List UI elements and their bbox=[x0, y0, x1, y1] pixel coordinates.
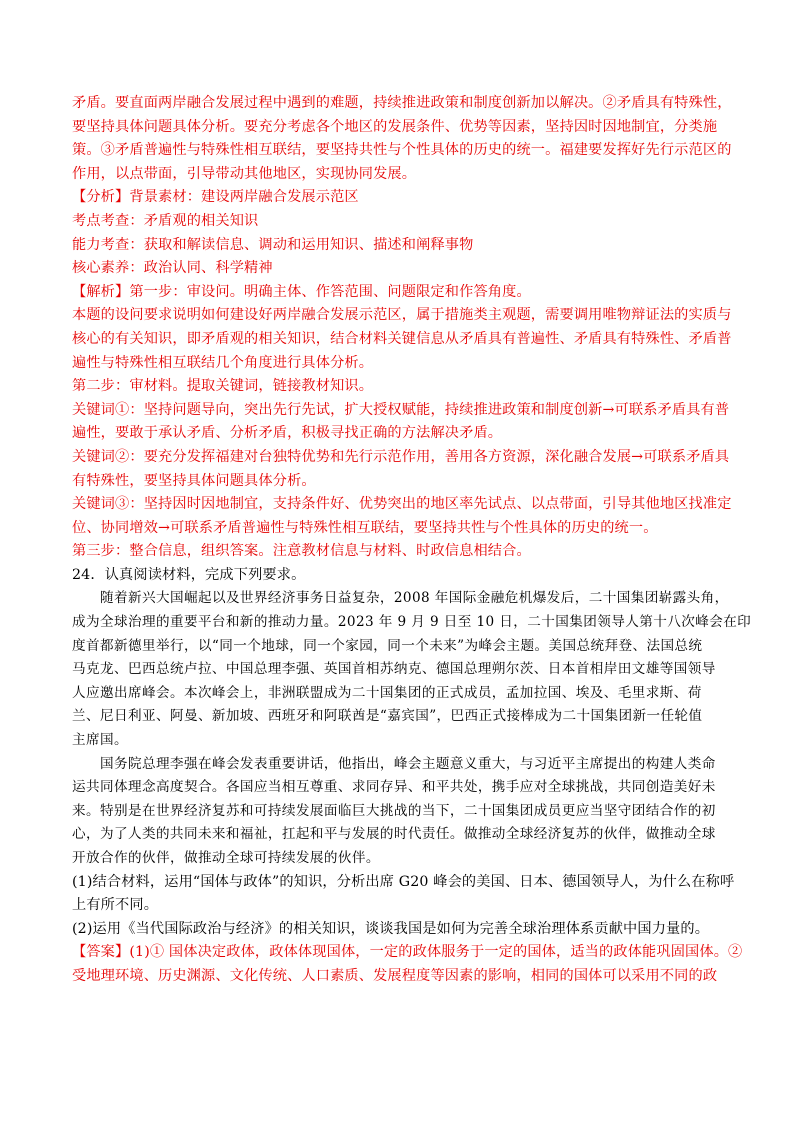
text-line: 考点考查：矛盾观的相关知识 bbox=[72, 212, 259, 229]
text-line: 关键词②：要充分发挥福建对台独特优势和先行示范作用，善用各方资源，深化融合发展→可联系矛盾具 bbox=[72, 448, 730, 465]
text-line: 核心素养：政治认同、科学精神 bbox=[72, 260, 273, 277]
text-line: 位、协同增效→可联系矛盾普遍性与特殊性相互联结，要坚持共性与个性具体的历史的统一。 bbox=[72, 519, 658, 536]
text-line: 【分析】背景素材：建设两岸融合发展示范区 bbox=[72, 189, 359, 206]
text-line: 【解析】第一步：审设问。明确主体、作答范围、问题限定和作答角度。 bbox=[72, 283, 531, 300]
text-line: 策。③矛盾普遍性与特殊性相互联结，要坚持共性与个性具体的历史的统一。福建要发挥好先行示范区的 bbox=[72, 142, 732, 159]
document-page bbox=[72, 92, 752, 989]
text-line: 遍性与特殊性相互联结几个角度进行具体分析。 bbox=[72, 354, 374, 371]
text-line: 【答案】(1)① 国体决定政体，政体体现国体，一定的政体服务于一定的国体，适当的政体能巩固国体。② bbox=[72, 944, 743, 961]
text-line: 24．认真阅读材料，完成下列要求。 bbox=[72, 566, 306, 583]
text-line: 有特殊性，要坚持具体问题具体分析。 bbox=[72, 472, 316, 489]
text-line: 人应邀出席峰会。本次峰会上，非洲联盟成为二十国集团的正式成员，孟加拉国、埃及、毛里求斯、荷 bbox=[72, 684, 702, 701]
text-line: 开放合作的伙伴，做推动全球可持续发展的伙伴。 bbox=[72, 850, 380, 866]
text-line: 来。特别是在世界经济复苏和可持续发展面临巨大挑战的当下，二十国集团成员更应当坚守团结合作的初 bbox=[72, 802, 716, 819]
text-line: 受地理环境、历史渊源、文化传统、人口素质、发展程度等因素的影响，相同的国体可以采用不同的政 bbox=[72, 967, 718, 984]
text-line: 能力考查：获取和解读信息、调动和运用知识、描述和阐释事物 bbox=[72, 236, 474, 253]
text-line: 核心的有关知识，即矛盾观的相关知识，结合材料关键信息从矛盾具有普遍性、矛盾具有特殊性、矛盾普 bbox=[72, 330, 732, 347]
text-line: 运共同体理念高度契合。各国应当相互尊重、求同存异、和平共处，携手应对全球挑战，共同创造美好未 bbox=[72, 779, 716, 796]
text-line: 关键词③：坚持因时因地制宜，支持条件好、优势突出的地区率先试点、以点带面，引导其他地区找准定 bbox=[72, 496, 732, 513]
text-line: 要坚持具体问题具体分析。要充分考虑各个地区的发展条件、优势等因素，坚持因时因地制宜，分类施 bbox=[72, 118, 718, 135]
text-line: 马克龙、巴西总统卢拉、中国总理李强、英国首相苏纳克、德国总理朔尔茨、日本首相岸田文雄等国领导 bbox=[72, 661, 716, 678]
text-line: 兰、尼日利亚、阿曼、新加坡、西班牙和阿联酋是“嘉宾国”，巴西正式接棒成为二十国集团新一任轮值 bbox=[72, 708, 703, 725]
text-line: 作用，以点带面，引导带动其他地区，实现协同发展。 bbox=[72, 165, 417, 182]
text-line: 第二步：审材料。提取关键词，链接教材知识。 bbox=[72, 378, 374, 395]
text-line: 遍性，要敢于承认矛盾、分析矛盾，积极寻找正确的方法解决矛盾。 bbox=[72, 425, 503, 442]
text-line: (1)结合材料，运用“国体与政体”的知识，分析出席 G20 峰会的美国、日本、德国领导人，为什么在称呼 bbox=[72, 873, 735, 890]
text-line: 本题的设问要求说明如何建设好两岸融合发展示范区，属于措施类主观题，需要调用唯物辩证法的实质与 bbox=[72, 307, 732, 324]
text-line: (2)运用《当代国际政治与经济》的相关知识，谈谈我国是如何为完善全球治理体系贡献中国力量的。 bbox=[72, 920, 710, 937]
text-line: 成为全球治理的重要平台和新的推动力量。2023 年 9 月 9 日至 10 日，二十国集团领导人第十八次峰会在印 bbox=[72, 614, 752, 631]
text-line: 矛盾。要直面两岸融合发展过程中遇到的难题，持续推进政策和制度创新加以解决。②矛盾具有特殊性， bbox=[72, 95, 732, 111]
text-line: 主席国。 bbox=[72, 732, 128, 749]
text-line: 随着新兴大国崛起以及世界经济事务日益复杂，2008 年国际金融危机爆发后，二十国集团崭露头角， bbox=[100, 590, 729, 607]
text-line: 关键词①：坚持问题导向，突出先行先试，扩大授权赋能，持续推进政策和制度创新→可联系矛盾具有普 bbox=[72, 401, 730, 418]
text-line: 国务院总理李强在峰会发表重要讲话，他指出，峰会主题意义重大，与习近平主席提出的构建人类命 bbox=[100, 755, 716, 772]
text-line: 第三步：整合信息，组织答案。注意教材信息与材料、时政信息相结合。 bbox=[72, 543, 531, 560]
text-line: 上有所不同。 bbox=[72, 897, 159, 914]
text-line: 心，为了人类的共同未来和福祉，扛起和平与发展的时代责任。做推动全球经济复苏的伙伴，做推动全球 bbox=[72, 826, 716, 843]
text-line: 度首都新德里举行，以“同一个地球，同一个家园，同一个未来”为峰会主题。美国总统拜登、法国总统 bbox=[72, 637, 703, 654]
